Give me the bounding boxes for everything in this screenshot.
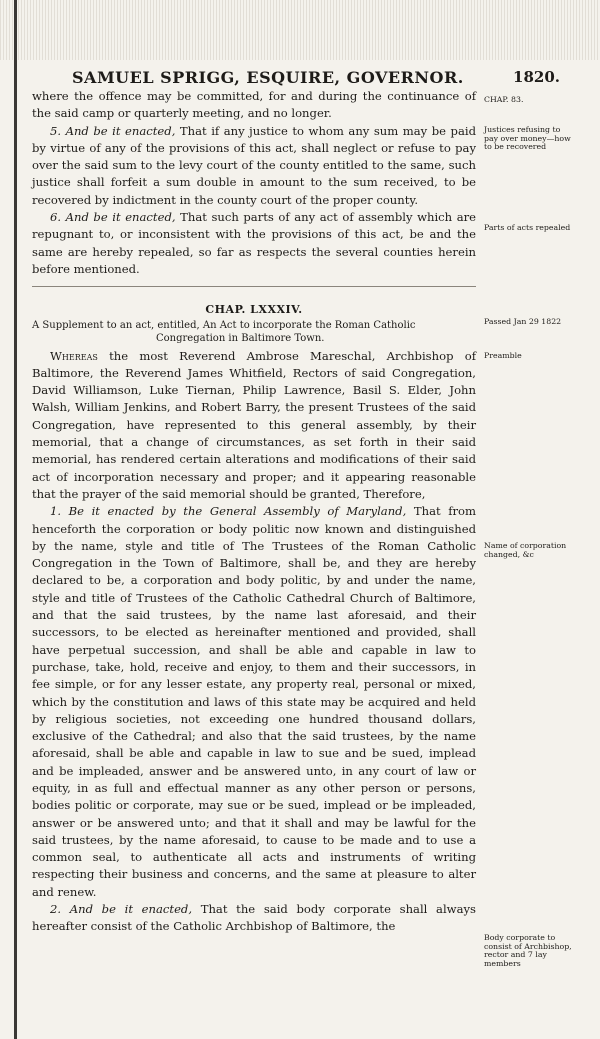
- section-2-text: That the said body corporate shall always hereafter consist of the Catholic Archbishop of Baltimore, the: [32, 902, 477, 934]
- section-5-text: That if any justice to whom any sum may be paid by virtue of any of the provisions of this act, shall neglect or refuse to pay over the said sum to the levy court of the county entitled to the same, such justice shall forfeit a sum double in amount to the sum received, to be recovered by indictment in the county court of the proper county.: [32, 123, 476, 207]
- running-title: SAMUEL SPRIGG, ESQUIRE, GOVERNOR.: [72, 68, 464, 87]
- margin-note-justices: Justices refusing to pay over money—how to be recovered: [484, 125, 571, 152]
- act-title-line-2: Congregation in Baltimore Town.: [156, 332, 325, 344]
- binding-edge: [14, 0, 17, 1039]
- margin-note-chap83: CHAP. 83.: [484, 95, 524, 104]
- act-title-line-1: A Supplement to an act, entitled, An Act to incorporate the Roman Catholic: [32, 319, 416, 331]
- act-title: [32, 319, 476, 345]
- preamble: [32, 348, 476, 504]
- page: [32, 62, 578, 968]
- chapter-title: CHAP. LXXXIV.: [205, 303, 303, 317]
- running-header: [32, 62, 578, 88]
- section-1-label: 1. Be it enacted by the General Assembly of Maryland,: [50, 504, 407, 519]
- chapter-divider: [32, 286, 476, 287]
- preamble-text: the most Reverend Ambrose Mareschal, Archbishop of Baltimore, the Reverend James Whitfield, Rectors of said Congregation, David Williamson, Luke Tiernan, Philip Lawrence, Basil S. Elder, John Walsh, William Jenkins, and Robert Barry, the present Trustees of the said Congregation, have represented to this general assembly, by their memorial, that a change of circumstances, as set forth in their said memorial, has rendered certain alterations and modifications of their said act of incorporation necessary and proper; and it appearing reasonable that the prayer of the said memorial should be granted, Therefore,: [32, 348, 477, 501]
- margin-note-preamble: Preamble: [484, 351, 522, 360]
- scan-noise: [0, 0, 600, 60]
- whereas-word: Whereas: [50, 348, 98, 363]
- section-2: [32, 901, 476, 936]
- section-5-label: 5. And be it enacted,: [50, 123, 176, 138]
- section-6-label: 6. And be it enacted,: [50, 210, 176, 225]
- section-2-label: 2. And be it enacted,: [50, 902, 193, 917]
- section-5: [32, 123, 476, 209]
- section-6: [32, 209, 476, 278]
- section-1-text: That from henceforth the corporation or body politic now known and distinguished by the name, style and title of The Trustees of the Roman Catholic Congregation in the Town of Baltimore, shall be, and they are hereby declared to be, a corporation and body politic, by and under the name, style and title of Trustees of the Catholic Cathedral Church of Baltimore, and that the said trustees, by the name last aforesaid, and their successors, to be elected as hereinafter mentioned and provided, shall have perpetual succession, and shall be able and capable in law to purchase, take, hold, receive and enjoy, to them and their successors, in fee simple, or for any lesser estate, any property real, personal or mixed, which by the constitution and laws of this state may be acquired and held by religious societies, not exceeding one hundred thousand dollars, exclusive of the Cathedral; and also that the said trustees, by the name aforesaid, shall be able and capable in law to sue and be sued, implead and be impleaded, answer and be answered unto, in any court of law or equity, in as full and effectual manner as any other person or persons, bodies politic or corporate, may sue or be sued, implead or be impleaded, answer or be answered unto; and that it shall and may be lawful for the said trustees, by the name aforesaid, to cause to be made and to use a common seal, to authenticate all acts and instruments of writing respecting their business and concerns, and the same at pleasure to alter and renew.: [32, 504, 477, 899]
- continued-line: where the offence may be committed, for and during the continuance of the said camp or quarterly meeting, and no longer.: [32, 89, 476, 121]
- margin-note-passed: Passed Jan 29 1822: [484, 317, 562, 326]
- page-year: 1820.: [513, 68, 560, 86]
- section-6-text: That such parts of any act of assembly which are repugnant to, or inconsistent with the provisions of this act, be and the same are hereby repealed, so far as respects the several counties herein before mentioned.: [32, 210, 477, 276]
- margin-note-name-changed: Name of corporation changed, &c: [484, 541, 567, 559]
- section-1: [32, 503, 476, 901]
- body-text: [32, 88, 476, 936]
- margin-note-body-corporate: Body corporate to consist of Archbishop, rector and 7 lay members: [484, 933, 572, 968]
- margin-note-repealed: Parts of acts repealed: [484, 223, 571, 232]
